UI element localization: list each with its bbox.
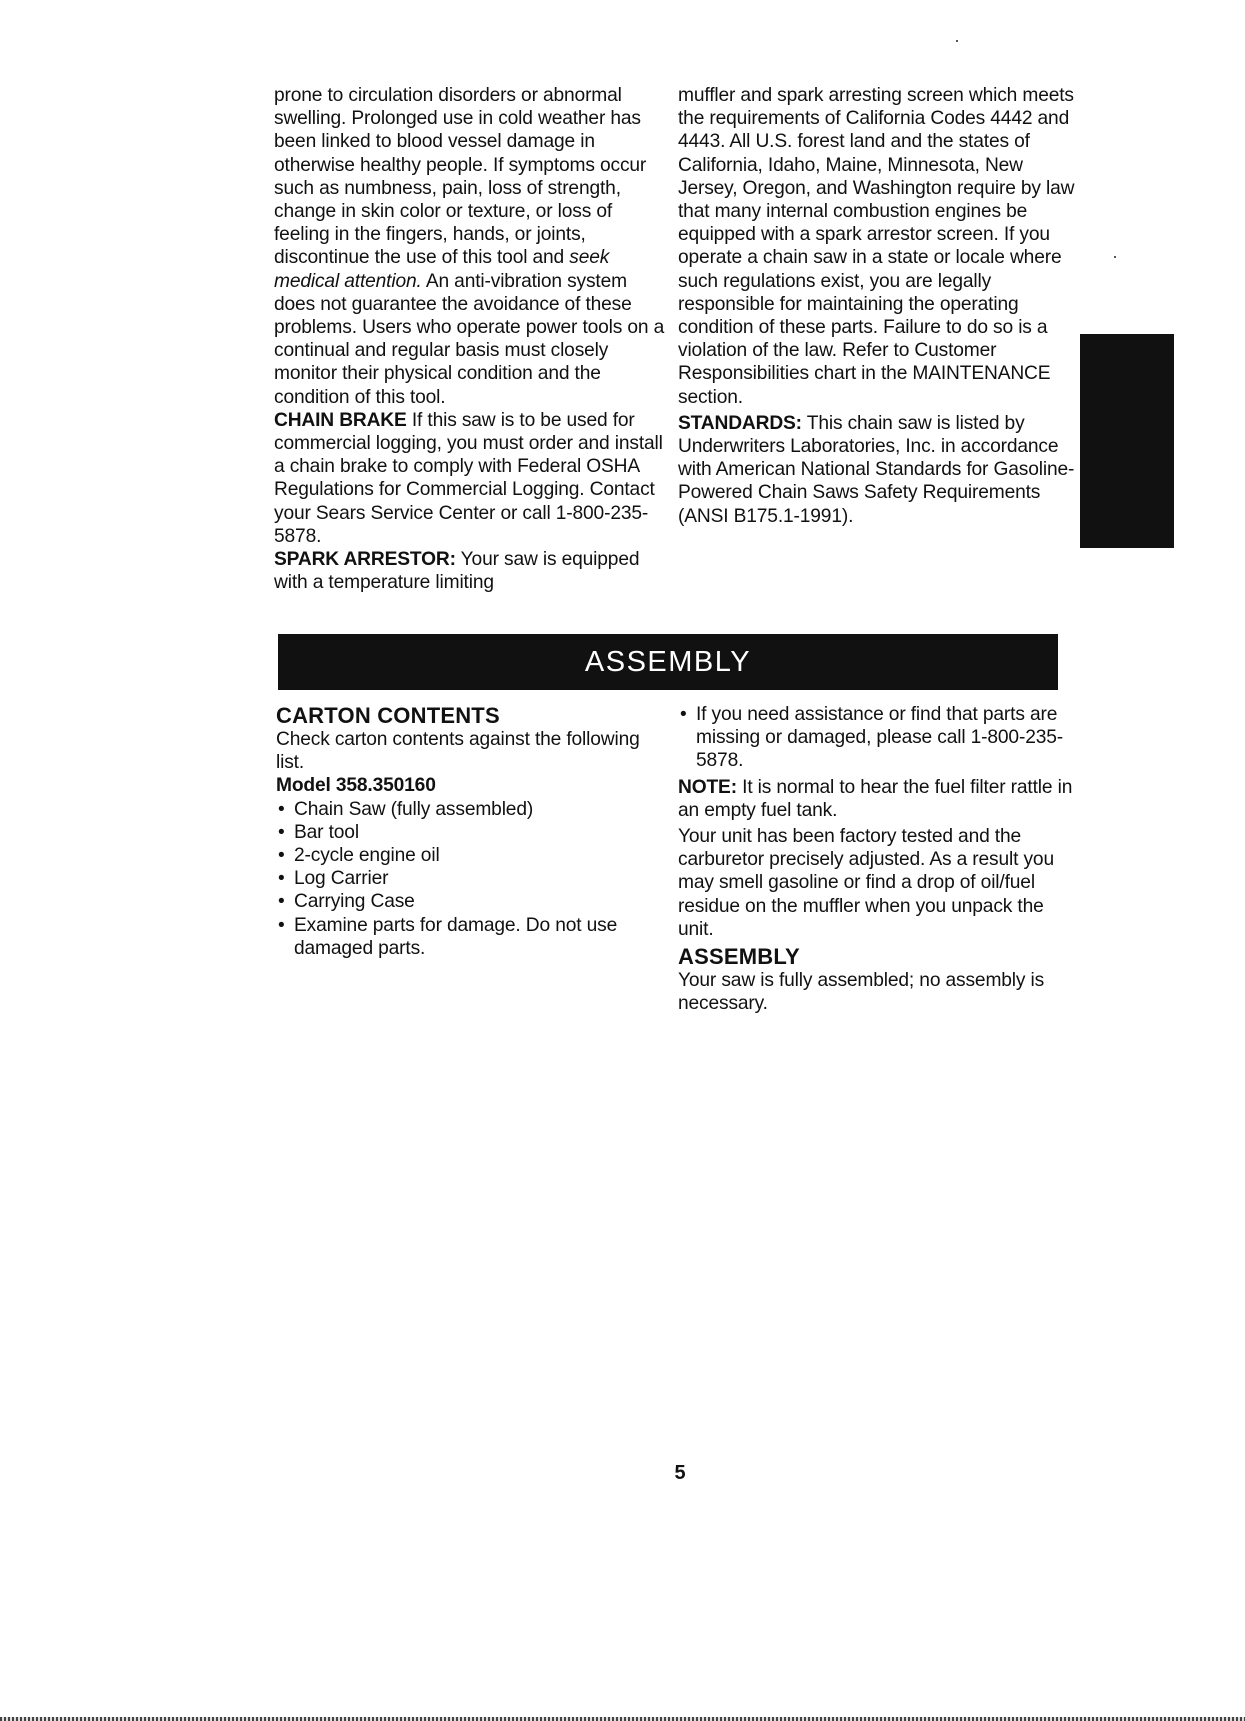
muffler-paragraph: muffler and spark arresting screen which meets the requirements of California Codes 4442 and 4443. All U.S. forest land and the states of California, Idaho, Maine, Minnesota, New Jersey, Oregon, and Washington require by law that many internal combustion engines be equipped with a spark arrestor screen. If you operate a chain saw in a state or locale where such regulations exist, you are legally responsible for maintaining the operating condition of these parts. Failure to do so is a violation of the law. Refer to Customer Responsibilities chart in the MAINTENANCE section.: [678, 85, 1075, 408]
model-number: Model 358.350160: [276, 775, 436, 797]
note-text: It is normal to hear the fuel filter rattle in an empty fuel tank.: [678, 776, 1073, 821]
note-label: NOTE:: [678, 776, 737, 798]
carton-contents-section: [276, 703, 656, 960]
list-item: • Chain Saw (fully assembled): [276, 798, 656, 821]
spark-arrestor-text: Your saw is equipped with a temperature limiting: [274, 549, 640, 594]
assistance-list: [678, 703, 1078, 773]
anti-vibration-text: An anti-vibration system does not guarantee the avoidance of these problems. Users who operate power tools on a continual and regular basis must closely monitor their physical condition and the condition of this tool.: [274, 270, 665, 408]
scan-speck: [956, 40, 958, 42]
vibration-text: prone to circulation disorders or abnormal swelling. Prolonged use in cold weather has been linked to blood vessel damage in otherwise healthy people. If symptoms occur such as numbness, pain, loss of strength, change in skin color or texture, or loss of feeling in the fingers, hands, or joints, discontinue the use of this tool and: [274, 85, 647, 269]
list-item: • Bar tool: [276, 821, 656, 844]
page-number: 5: [674, 1462, 686, 1484]
list-item: • Carrying Case: [276, 890, 656, 913]
assembly-banner-title: ASSEMBLY: [584, 645, 752, 678]
note-paragraph: [678, 776, 1078, 822]
text-column-left: [274, 84, 670, 594]
scan-edge: [0, 1717, 1245, 1721]
scan-speck: [1114, 256, 1116, 258]
assembly-notes-section: [678, 703, 1078, 1015]
chain-brake-heading: CHAIN BRAKE: [274, 409, 407, 431]
standards-text: This chain saw is listed by Underwriters Laboratories, Inc. in accordance with American National Standards for Gasoline-Powered Chain Saws Safety Requirements (ANSI B175.1-1991).: [678, 412, 1075, 527]
medical-attention-text: seek medical attention.: [274, 247, 610, 292]
list-item: • 2-cycle engine oil: [276, 844, 656, 867]
assembly-text: Your saw is fully assembled; no assembly is necessary.: [678, 970, 1045, 1015]
spark-arrestor-heading: SPARK ARRESTOR:: [274, 549, 456, 571]
standards-paragraph: [678, 412, 1078, 528]
carton-contents-heading: CARTON CONTENTS: [276, 703, 500, 728]
factory-tested-paragraph: Your unit has been factory tested and the carburetor precisely adjusted. As a result you may smell gasoline or find a drop of oil/fuel residue on the muffler when you unpack the unit.: [678, 826, 1054, 940]
chain-brake-text: If this saw is to be used for commercial logging, you must order and install a chain brake to comply with Federal OSHA Regulations for Commercial Logging. Contact your Sears Service Center or call 1-800-235-5878.: [274, 409, 663, 547]
vibration-paragraph: [274, 84, 670, 409]
text-column-right: [678, 84, 1078, 528]
list-item: • Log Carrier: [276, 867, 656, 890]
list-item: • Examine parts for damage. Do not use damaged parts.: [276, 914, 656, 960]
standards-heading: STANDARDS:: [678, 412, 802, 434]
section-thumb-tab: [1080, 334, 1174, 548]
assembly-heading: ASSEMBLY: [678, 944, 800, 970]
carton-item-list: [276, 798, 656, 960]
spark-arrestor-paragraph: [274, 548, 670, 594]
assembly-banner: [278, 634, 1058, 690]
chain-brake-paragraph: [274, 409, 670, 548]
carton-intro: Check carton contents against the following list.: [276, 729, 640, 774]
assistance-item: • If you need assistance or find that parts are missing or damaged, please call 1-800-235-5878.: [678, 703, 1078, 773]
